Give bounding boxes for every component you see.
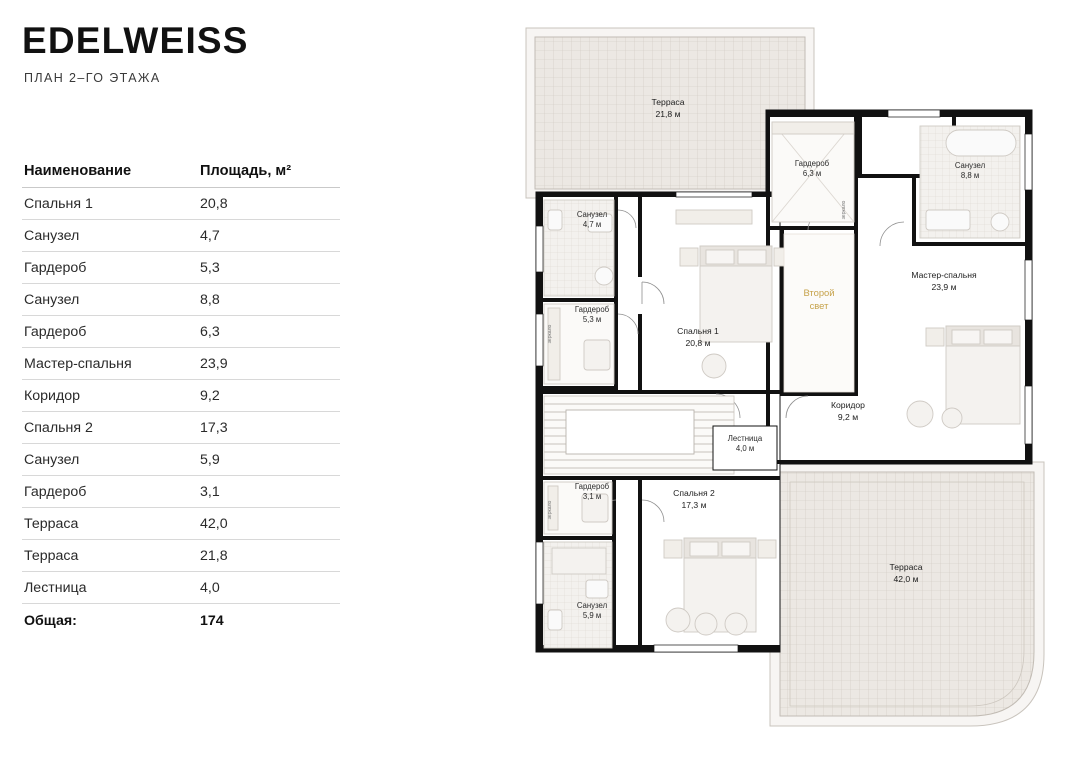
- bath-8-8-area-label: 8,8 м: [960, 171, 980, 180]
- table-row: [22, 283, 340, 315]
- area-table: [22, 163, 340, 636]
- corridor-area-label: 9,2 м: [837, 412, 859, 422]
- wardrobe-6-3-name: Гардероб: [794, 159, 830, 168]
- page-subtitle: ПЛАН 2–ГО ЭТАЖА: [24, 70, 161, 85]
- table-row: [22, 251, 340, 283]
- master-bedroom-name: Мастер-спальня: [911, 270, 977, 280]
- bedroom-2-name: Спальня 2: [673, 488, 715, 498]
- room-name: Терраса: [22, 539, 182, 571]
- room-name: Коридор: [22, 379, 182, 411]
- room-area: 4,0: [182, 571, 340, 603]
- table-row: [22, 315, 340, 347]
- table-row: [22, 443, 340, 475]
- table-row: [22, 347, 340, 379]
- room-name: Санузел: [22, 283, 182, 315]
- terrace-top-area-label: 21,8 м: [655, 109, 681, 119]
- room-name: Лестница: [22, 571, 182, 603]
- column-header-area: Площадь, м²: [182, 163, 340, 188]
- info-panel: [22, 22, 352, 636]
- room-name: Гардероб: [22, 475, 182, 507]
- terrace-bottom-name: Терраса: [889, 562, 923, 572]
- double-height-shaft: [784, 234, 854, 392]
- terrace-top-name: Терраса: [651, 97, 685, 107]
- room-name: Терраса: [22, 507, 182, 539]
- table-row: [22, 539, 340, 571]
- room-area: 42,0: [182, 507, 340, 539]
- bath-4-7-area-label: 4,7 м: [582, 220, 602, 229]
- mirror-label-3: зеркало: [547, 500, 553, 520]
- room-area: 20,8: [182, 187, 340, 219]
- corridor-name: Коридор: [831, 400, 865, 410]
- room-name: Гардероб: [22, 315, 182, 347]
- table-row: [22, 219, 340, 251]
- room-area: 5,9: [182, 443, 340, 475]
- room-name: Санузел: [22, 443, 182, 475]
- table-row: [22, 475, 340, 507]
- room-name: Спальня 1: [22, 187, 182, 219]
- table-row: [22, 571, 340, 603]
- room-area: 8,8: [182, 283, 340, 315]
- room-name: Санузел: [22, 219, 182, 251]
- wardrobe-3-1-name: Гардероб: [574, 482, 610, 491]
- bedroom-1-name: Спальня 1: [677, 326, 719, 336]
- terrace-bottom-area: [770, 462, 1044, 726]
- mirror-label-2: зеркало: [547, 324, 553, 344]
- room-area: 6,3: [182, 315, 340, 347]
- bath-5-9-name: Санузел: [576, 601, 608, 610]
- table-total-row: [22, 603, 340, 636]
- total-area: 174: [200, 612, 224, 629]
- mirror-label-1: зеркало: [841, 200, 847, 220]
- stairs-landing: [713, 426, 777, 470]
- master-bedroom-area-label: 23,9 м: [931, 282, 957, 292]
- table-row: [22, 411, 340, 443]
- table-row: [22, 379, 340, 411]
- double-height-label-1: Второй: [803, 287, 835, 298]
- bedroom-1-area-label: 20,8 м: [685, 338, 711, 348]
- room-area: 9,2: [182, 379, 340, 411]
- column-header-name: Наименование: [22, 163, 182, 188]
- page-title: EDELWEISS: [22, 20, 249, 61]
- room-area: 5,3: [182, 251, 340, 283]
- wardrobe-5-3-name: Гардероб: [574, 305, 610, 314]
- bedroom-2-area-label: 17,3 м: [681, 500, 707, 510]
- stairs-area-label: 4,0 м: [735, 444, 755, 453]
- wardrobe-3-1-area-label: 3,1 м: [582, 492, 602, 501]
- bath-8-8-name: Санузел: [954, 161, 986, 170]
- room-area: 4,7: [182, 219, 340, 251]
- double-height-label-2: свет: [809, 300, 829, 311]
- wardrobe-6-3-area-label: 6,3 м: [802, 169, 822, 178]
- table-row: [22, 507, 340, 539]
- room-name: Гардероб: [22, 251, 182, 283]
- room-area: 3,1: [182, 475, 340, 507]
- wardrobe-5-3-area-label: 5,3 м: [582, 315, 602, 324]
- terrace-bottom-area-label: 42,0 м: [893, 574, 919, 584]
- bath-4-7-name: Санузел: [576, 210, 608, 219]
- total-label: Общая:: [24, 612, 77, 629]
- table-row: [22, 187, 340, 219]
- room-area: 17,3: [182, 411, 340, 443]
- stairs-name: Лестница: [727, 434, 763, 443]
- room-area: 21,8: [182, 539, 340, 571]
- room-area: 23,9: [182, 347, 340, 379]
- floor-plan: [508, 14, 1060, 754]
- table-header-row: [22, 163, 340, 188]
- bath-5-9-area-label: 5,9 м: [582, 611, 602, 620]
- room-name: Спальня 2: [22, 411, 182, 443]
- room-name: Мастер-спальня: [22, 347, 182, 379]
